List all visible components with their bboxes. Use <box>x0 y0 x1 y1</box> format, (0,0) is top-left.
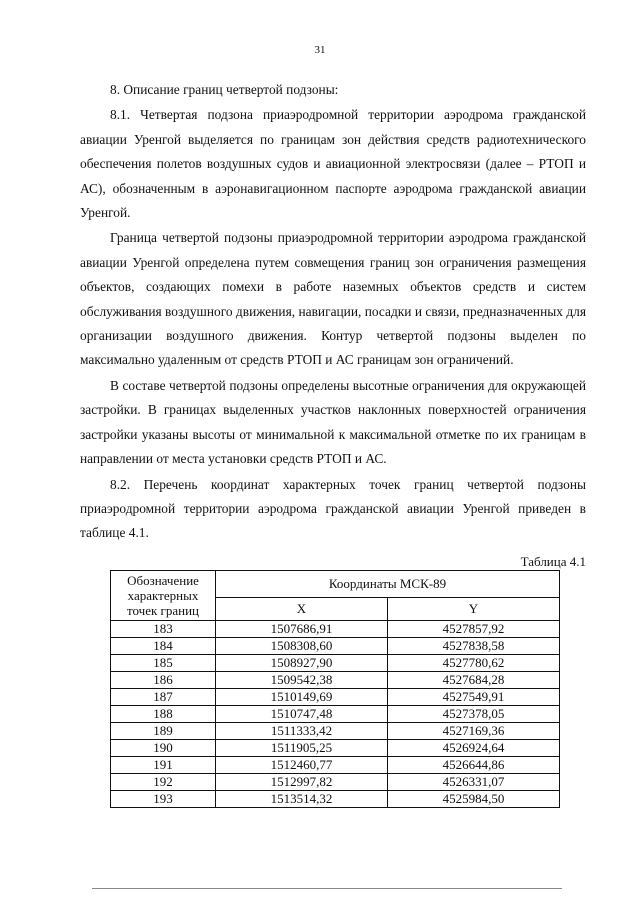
table-row <box>111 739 560 756</box>
table-row <box>111 688 560 705</box>
coord-x: 1511333,42 <box>216 722 388 739</box>
page-number: 31 <box>314 44 326 56</box>
header-y: Y <box>388 597 560 620</box>
paragraph-8-2: 8.2. Перечень координат характерных точек границ четвертой подзоны приаэродромной территории аэродрома гражданской авиации Уренгой приведен в таблице 4.1. <box>80 476 586 541</box>
point-id: 190 <box>111 739 216 756</box>
header-point-code: Обозначение характерных точек границ <box>111 570 216 620</box>
point-id: 188 <box>111 705 216 722</box>
point-id: 189 <box>111 722 216 739</box>
coord-y: 4526924,64 <box>388 739 560 756</box>
coord-x: 1511905,25 <box>216 739 388 756</box>
header-coordinates-group: Координаты МСК-89 <box>216 570 560 597</box>
point-id: 185 <box>111 654 216 671</box>
coord-y: 4526331,07 <box>388 773 560 790</box>
point-id: 183 <box>111 620 216 637</box>
table-row <box>111 671 560 688</box>
point-id: 192 <box>111 773 216 790</box>
table-row <box>111 790 560 807</box>
coordinates-table <box>110 570 560 808</box>
coord-x: 1507686,91 <box>216 620 388 637</box>
coordinates-table-body <box>111 620 560 807</box>
section-heading: 8. Описание границ четвертой подзоны: <box>110 82 339 97</box>
coord-y: 4527378,05 <box>388 705 560 722</box>
coord-x: 1508927,90 <box>216 654 388 671</box>
bottom-rule <box>92 888 562 889</box>
coord-x: 1512997,82 <box>216 773 388 790</box>
coord-y: 4527780,62 <box>388 654 560 671</box>
coord-x: 1510747,48 <box>216 705 388 722</box>
coord-y: 4525984,50 <box>388 790 560 807</box>
coord-y: 4527857,92 <box>388 620 560 637</box>
paragraph-height-limits: В составе четвертой подзоны определены высотные ограничения для окружающей застройки. В границах выделенных участков наклонных поверхностей ограничения застройки указаны высоты от минимальной к максимальной отметке по их границам в направлении от места установки средств РТОП и АС. <box>80 377 586 467</box>
coord-x: 1509542,38 <box>216 671 388 688</box>
coord-x: 1508308,60 <box>216 637 388 654</box>
coord-x: 1512460,77 <box>216 756 388 773</box>
table-row <box>111 637 560 654</box>
coord-y: 4527684,28 <box>388 671 560 688</box>
header-x: X <box>216 597 388 620</box>
coord-x: 1513514,32 <box>216 790 388 807</box>
point-id: 186 <box>111 671 216 688</box>
table-row <box>111 756 560 773</box>
coord-x: 1510149,69 <box>216 688 388 705</box>
point-id: 187 <box>111 688 216 705</box>
table-row <box>111 705 560 722</box>
table-row <box>111 654 560 671</box>
table-caption: Таблица 4.1 <box>520 553 586 569</box>
coord-y: 4526644,86 <box>388 756 560 773</box>
paragraph-boundary: Граница четвертой подзоны приаэродромной территории аэродрома гражданской авиации Уренгой определена путем совмещения границ зон ограничения размещения объектов, создающих помехи в работе наземных объектов средств и систем обслуживания воздушного движения, навигации, посадки и связи, предназначенных для организации воздушного движения. Контур четвертой подзоны выделен по максимально удаленным от средств РТОП и АС границам зон ограничений. <box>80 230 586 368</box>
document-body <box>80 78 586 808</box>
table-row <box>111 722 560 739</box>
table-row <box>111 773 560 790</box>
coord-y: 4527169,36 <box>388 722 560 739</box>
coord-y: 4527549,91 <box>388 688 560 705</box>
paragraph-8-1: 8.1. Четвертая подзона приаэродромной территории аэродрома гражданской авиации Уренгой выделяется по границам зон действия средств радиотехнического обеспечения полетов воздушных судов и авиационной электросвязи (далее – РТОП и АС), обозначенным в аэронавигационном паспорте аэродрома гражданской авиации Уренгой. <box>80 107 586 221</box>
point-id: 184 <box>111 637 216 654</box>
coord-y: 4527838,58 <box>388 637 560 654</box>
table-row <box>111 620 560 637</box>
point-id: 193 <box>111 790 216 807</box>
point-id: 191 <box>111 756 216 773</box>
